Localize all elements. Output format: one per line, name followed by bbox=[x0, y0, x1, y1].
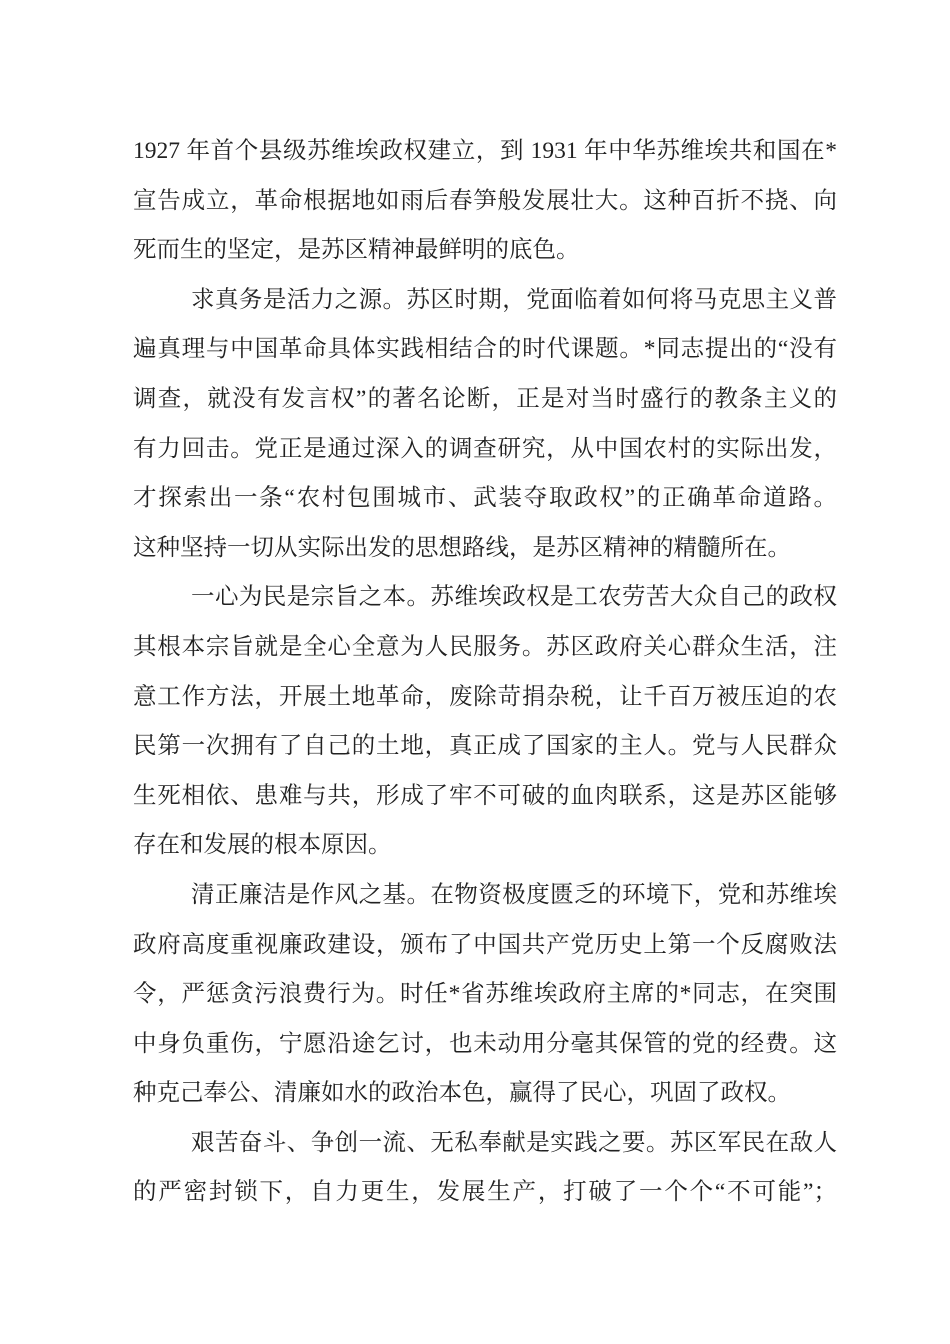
text-line: 的严密封锁下，自力更生，发展生产，打破了一个个“不可能”； bbox=[133, 1179, 837, 1206]
paragraph bbox=[133, 127, 837, 276]
text-line: 清正廉洁是作风之基。在物资极度匮乏的环境下，党和苏维埃 bbox=[191, 881, 837, 908]
text-line: 令，严惩贪污浪费行为。时任*省苏维埃政府主席的*同志，在突围 bbox=[133, 981, 837, 1008]
text-line: 遍真理与中国革命具体实践相结合的时代课题。*同志提出的“没有 bbox=[133, 336, 837, 363]
text-line: 1927 年首个县级苏维埃政权建立，到 1931 年中华苏维埃共和国在* bbox=[133, 138, 837, 164]
text-line: 意工作方法，开展土地革命，废除苛捐杂税，让千百万被压迫的农 bbox=[133, 683, 837, 710]
text-line: 有力回击。党正是通过深入的调查研究，从中国农村的实际出发， bbox=[133, 435, 837, 462]
text-line: 生死相依、患难与共，形成了牢不可破的血肉联系，这是苏区能够 bbox=[133, 782, 837, 809]
text-line: 中身负重伤，宁愿沿途乞讨，也未动用分毫其保管的党的经费。这 bbox=[133, 1030, 837, 1057]
text-line: 这种坚持一切从实际出发的思想路线，是苏区精神的精髓所在。 bbox=[133, 534, 791, 561]
text-line: 求真务是活力之源。苏区时期，党面临着如何将马克思主义普 bbox=[191, 286, 837, 313]
text-line: 死而生的坚定，是苏区精神最鲜明的底色。 bbox=[133, 237, 580, 264]
text-line: 艰苦奋斗、争创一流、无私奉献是实践之要。苏区军民在敌人 bbox=[191, 1129, 837, 1156]
text-line: 一心为民是宗旨之本。苏维埃政权是工农劳苦大众自己的政权 bbox=[191, 584, 837, 611]
paragraph bbox=[133, 1119, 837, 1218]
text-line: 其根本宗旨就是全心全意为人民服务。苏区政府关心群众生活，注 bbox=[133, 633, 837, 660]
paragraph bbox=[133, 871, 837, 1119]
text-line: 才探索出一条“农村包围城市、武装夺取政权”的正确革命道路。 bbox=[133, 485, 837, 512]
text-line: 种克己奉公、清廉如水的政治本色，赢得了民心，巩固了政权。 bbox=[133, 1080, 791, 1107]
text-line: 调查，就没有发言权”的著名论断，正是对当时盛行的教条主义的 bbox=[133, 385, 837, 412]
document-body bbox=[133, 127, 837, 1218]
paragraph bbox=[133, 573, 837, 871]
text-line: 民第一次拥有了自己的土地，真正成了国家的主人。党与人民群众 bbox=[133, 733, 837, 760]
text-line: 宣告成立，革命根据地如雨后春笋般发展壮大。这种百折不挠、向 bbox=[133, 187, 837, 214]
text-line: 存在和发展的根本原因。 bbox=[133, 832, 392, 859]
paragraph bbox=[133, 276, 837, 574]
text-line: 政府高度重视廉政建设，颁布了中国共产党历史上第一个反腐败法 bbox=[133, 931, 837, 958]
